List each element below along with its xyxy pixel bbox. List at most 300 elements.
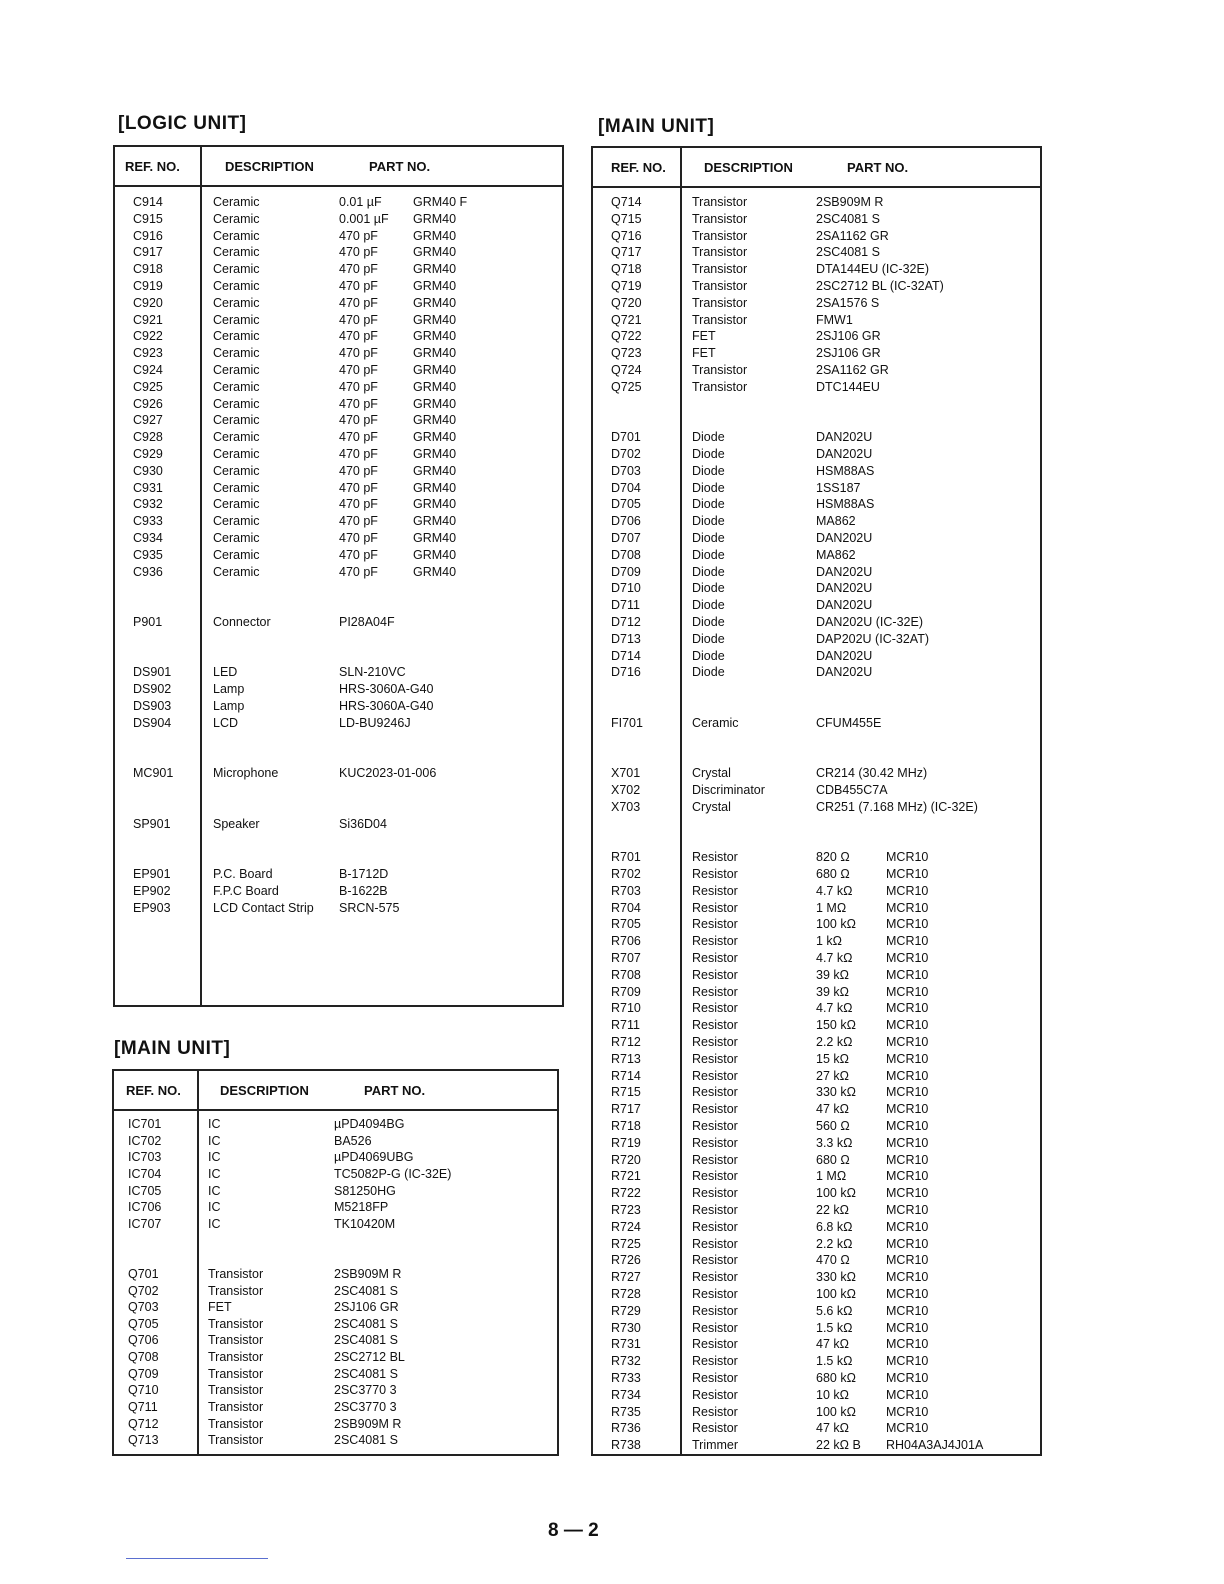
table-row [115, 211, 562, 228]
ref-no: R722 [611, 1186, 641, 1201]
ref-no: R711 [611, 1018, 640, 1033]
table-row [115, 345, 562, 362]
description: Resistor [692, 867, 738, 881]
description: Resistor [692, 951, 738, 965]
part-value: KUC2023-01-006 [339, 766, 437, 781]
ref-no: IC706 [128, 1200, 162, 1215]
part-value: 2SB909M R [334, 1416, 402, 1431]
part-no: GRM40 [413, 547, 457, 562]
table-row [593, 664, 1040, 681]
ref-no: R712 [611, 1035, 641, 1049]
part-no: GRM40 [413, 430, 457, 445]
part-value: 2SC4081 S [334, 1333, 398, 1348]
ref-no: R726 [611, 1253, 641, 1268]
table-row [115, 463, 562, 480]
description: Resistor [692, 1186, 738, 1201]
ref-no: SP901 [133, 816, 171, 831]
part-value: CFUM455E [816, 715, 882, 730]
table-row [114, 1299, 557, 1316]
part-value: 0.01 µF [339, 195, 382, 209]
description: Ceramic [692, 715, 739, 730]
table-row [114, 1432, 557, 1449]
part-value: S81250HG [334, 1183, 396, 1198]
part-value: 680 Ω [816, 867, 850, 881]
part-no: GRM40 [413, 295, 457, 310]
description: Transistor [692, 245, 748, 260]
description: IC [208, 1216, 221, 1231]
table-row [593, 631, 1040, 648]
ref-no: R728 [611, 1287, 641, 1301]
part-no: GRM40 [413, 279, 457, 293]
ref-no: C915 [133, 211, 163, 226]
part-value: 2SB909M R [816, 195, 884, 209]
ref-no: P901 [133, 615, 163, 629]
part-no: MCR10 [886, 1085, 929, 1100]
table-row [593, 379, 1040, 396]
part-value: 39 kΩ [816, 967, 849, 982]
ref-no: R714 [611, 1068, 641, 1083]
table-row [593, 228, 1040, 245]
table-row [114, 1349, 557, 1366]
part-value: 2SC4081 S [334, 1283, 398, 1298]
ref-no: C931 [133, 480, 163, 495]
description: Transistor [692, 211, 748, 226]
table-row [115, 362, 562, 379]
ref-no: D705 [611, 497, 641, 512]
table-row [114, 1416, 557, 1433]
description: Connector [213, 615, 271, 629]
ref-no: D706 [611, 514, 641, 529]
table-row [593, 849, 1040, 866]
part-value: 2SC4081 S [816, 245, 880, 260]
ref-no: Q705 [128, 1316, 159, 1331]
description: Diode [692, 598, 725, 613]
part-value: CR251 (7.168 MHz) (IC-32E) [816, 799, 978, 814]
table-row [115, 681, 562, 698]
description: Transistor [208, 1333, 264, 1348]
table-row [115, 261, 562, 278]
description: Resistor [692, 1337, 738, 1352]
ref-no: D702 [611, 447, 641, 461]
ref-no: C933 [133, 514, 163, 529]
table-row [593, 933, 1040, 950]
ref-no: R738 [611, 1438, 641, 1453]
table-row [114, 1399, 557, 1416]
part-value: 470 pF [339, 346, 378, 361]
part-value: 100 kΩ [816, 1404, 856, 1419]
part-value: B-1712D [339, 867, 389, 881]
ref-no: R707 [611, 951, 641, 965]
description: Ceramic [213, 396, 260, 411]
part-value: 10 kΩ [816, 1387, 849, 1402]
main-unit-right-table [591, 146, 1042, 1456]
table-row [114, 1382, 557, 1399]
ref-no: C929 [133, 447, 163, 461]
description: Transistor [692, 363, 748, 377]
ref-no: D714 [611, 648, 641, 663]
ref-no: D712 [611, 615, 641, 629]
part-no: GRM40 [413, 413, 457, 428]
ref-no: X702 [611, 783, 641, 797]
ref-no: C936 [133, 564, 163, 579]
part-value: HSM88AS [816, 463, 875, 478]
description: Resistor [692, 1152, 738, 1167]
description: Ceramic [213, 262, 260, 277]
header-description: DESCRIPTION [704, 160, 793, 175]
description: Diode [692, 665, 725, 680]
table-row [114, 1166, 557, 1183]
table-row [593, 1370, 1040, 1387]
table-row [593, 866, 1040, 883]
ref-no: R717 [611, 1102, 641, 1117]
ref-no: C919 [133, 279, 163, 293]
part-value: HRS-3060A-G40 [339, 699, 434, 713]
description: Diode [692, 564, 725, 579]
description: Ceramic [213, 312, 260, 327]
ref-no: R724 [611, 1219, 641, 1234]
ref-no: D701 [611, 430, 641, 445]
part-value: 2SB909M R [334, 1266, 402, 1281]
part-value: 2SC4081 S [334, 1433, 398, 1448]
part-value: 2.2 kΩ [816, 1035, 853, 1049]
description: F.P.C Board [213, 883, 279, 898]
ref-no: C934 [133, 531, 163, 545]
ref-no: R719 [611, 1135, 641, 1150]
description: Diode [692, 581, 725, 596]
part-value: 100 kΩ [816, 1186, 856, 1201]
part-no: MCR10 [886, 1219, 929, 1234]
table-row [593, 1236, 1040, 1253]
part-value: 470 pF [339, 514, 378, 529]
part-no: GRM40 [413, 497, 457, 512]
description: Ceramic [213, 413, 260, 428]
description: FET [692, 346, 716, 361]
part-value: Si36D04 [339, 816, 387, 831]
ref-no: D708 [611, 547, 641, 562]
description: Transistor [692, 379, 748, 394]
table-row [593, 244, 1040, 261]
part-no: MCR10 [886, 1421, 929, 1436]
description: Transistor [208, 1383, 264, 1398]
description: Diode [692, 447, 725, 461]
ref-no: C920 [133, 295, 163, 310]
part-value: 27 kΩ [816, 1068, 849, 1083]
description: Diode [692, 514, 725, 529]
description: Ceramic [213, 430, 260, 445]
description: IC [208, 1166, 221, 1181]
table-row [115, 765, 562, 782]
part-no: MCR10 [886, 1404, 929, 1419]
table-row [115, 530, 562, 547]
part-value: 470 Ω [816, 1253, 850, 1268]
part-value: 15 kΩ [816, 1051, 849, 1066]
part-value: DTA144EU (IC-32E) [816, 262, 929, 277]
ref-no: Q703 [128, 1300, 159, 1315]
table-row [593, 1051, 1040, 1068]
header-part: PART NO. [847, 160, 909, 175]
ref-no: Q715 [611, 211, 642, 226]
part-value: 820 Ω [816, 850, 850, 865]
table-row [593, 1353, 1040, 1370]
table-row [115, 228, 562, 245]
table-row [593, 463, 1040, 480]
part-value: 3.3 kΩ [816, 1135, 853, 1150]
part-value: 4.7 kΩ [816, 1001, 853, 1016]
part-value: µPD4069UBG [334, 1150, 414, 1165]
table-row [593, 1320, 1040, 1337]
part-value: 1SS187 [816, 480, 861, 495]
description: Transistor [208, 1400, 264, 1415]
part-value: 2SA1162 GR [816, 228, 889, 243]
table-row [114, 1316, 557, 1333]
description: Resistor [692, 1051, 738, 1066]
table-row [593, 1336, 1040, 1353]
part-value: 2SA1162 GR [816, 363, 889, 377]
part-value: 470 pF [339, 363, 378, 377]
table-row [593, 1168, 1040, 1185]
part-value: 680 kΩ [816, 1371, 856, 1385]
description: Transistor [692, 195, 748, 209]
table-row [114, 1116, 557, 1133]
part-no: MCR10 [886, 1236, 929, 1251]
part-value: 150 kΩ [816, 1018, 856, 1033]
part-no: MCR10 [886, 951, 929, 965]
ref-no: IC701 [128, 1117, 162, 1131]
description: FET [208, 1300, 232, 1315]
description: Ceramic [213, 329, 260, 344]
table-row [115, 379, 562, 396]
description: Transistor [208, 1350, 264, 1365]
part-value: 2SC4081 S [334, 1366, 398, 1381]
table-row [593, 295, 1040, 312]
ref-no: C925 [133, 379, 163, 394]
ref-no: Q714 [611, 195, 642, 209]
ref-no: C932 [133, 497, 163, 512]
table-row [114, 1199, 557, 1216]
table-row [115, 564, 562, 581]
part-no: MCR10 [886, 1051, 929, 1066]
table-row [593, 1219, 1040, 1236]
description: LCD Contact Strip [213, 900, 314, 915]
part-no: MCR10 [886, 1152, 929, 1167]
ref-no: C923 [133, 346, 163, 361]
part-value: DAN202U (IC-32E) [816, 615, 923, 629]
part-no: GRM40 [413, 312, 457, 327]
description: Ceramic [213, 245, 260, 260]
table-row [593, 1303, 1040, 1320]
part-value: PI28A04F [339, 615, 395, 629]
ref-no: C935 [133, 547, 163, 562]
ref-no: R710 [611, 1001, 641, 1016]
part-value: SLN-210VC [339, 665, 406, 680]
part-value: 100 kΩ [816, 917, 856, 932]
part-value: DAN202U [816, 531, 873, 545]
part-value: DAN202U [816, 581, 873, 596]
description: IC [208, 1117, 221, 1131]
ref-no: R720 [611, 1152, 641, 1167]
part-no: GRM40 [413, 564, 457, 579]
part-value: 680 Ω [816, 1152, 850, 1167]
description: Resistor [692, 1085, 738, 1100]
description: Resistor [692, 1135, 738, 1150]
ref-no: C926 [133, 396, 163, 411]
ref-no: Q702 [128, 1283, 159, 1298]
table-row [593, 782, 1040, 799]
ref-no: IC704 [128, 1166, 162, 1181]
part-value: MA862 [816, 547, 856, 562]
description: Resistor [692, 900, 738, 915]
description: Resistor [692, 967, 738, 982]
description: Resistor [692, 850, 738, 865]
part-value: DAN202U [816, 447, 873, 461]
part-no: GRM40 [413, 396, 457, 411]
table-row [115, 614, 562, 631]
ref-no: Q713 [128, 1433, 159, 1448]
description: Resistor [692, 1203, 738, 1217]
description: Resistor [692, 1068, 738, 1083]
header-ref: REF. NO. [125, 159, 180, 174]
part-value: 2SJ106 GR [816, 329, 881, 344]
part-value: 330 kΩ [816, 1270, 856, 1285]
part-value: 470 pF [339, 295, 378, 310]
part-no: MCR10 [886, 1068, 929, 1083]
part-no: MCR10 [886, 1186, 929, 1201]
ref-no: Q725 [611, 379, 642, 394]
part-value: 470 pF [339, 329, 378, 344]
part-value: 2SC3770 3 [334, 1383, 397, 1398]
part-value: 470 pF [339, 430, 378, 445]
table-row [593, 765, 1040, 782]
table-row [593, 547, 1040, 564]
part-no: MCR10 [886, 1169, 929, 1184]
description: Microphone [213, 766, 279, 781]
ref-no: R725 [611, 1236, 641, 1251]
description: Ceramic [213, 228, 260, 243]
part-value: 2SC4081 S [334, 1316, 398, 1331]
table-row [114, 1266, 557, 1283]
part-no: MCR10 [886, 900, 929, 915]
table-row [593, 530, 1040, 547]
table-row [115, 446, 562, 463]
description: P.C. Board [213, 867, 273, 881]
ref-no: Q711 [128, 1400, 158, 1415]
ref-no: C916 [133, 228, 163, 243]
ref-no: R705 [611, 917, 641, 932]
table-row [115, 698, 562, 715]
ref-no: Q706 [128, 1333, 159, 1348]
table-row [593, 362, 1040, 379]
table-row [114, 1332, 557, 1349]
part-value: DAN202U [816, 430, 873, 445]
page-number: 8 — 2 [548, 1520, 599, 1541]
ref-no: C921 [133, 312, 163, 327]
table-row [593, 883, 1040, 900]
part-no: GRM40 [413, 245, 457, 260]
ref-no: EP902 [133, 883, 171, 898]
description: Resistor [692, 1303, 738, 1318]
part-value: CR214 (30.42 MHz) [816, 766, 928, 781]
part-no: GRM40 [413, 514, 457, 529]
description: Resistor [692, 1018, 738, 1033]
table-row [593, 480, 1040, 497]
main-unit-left-table [112, 1069, 559, 1456]
ref-no: C918 [133, 262, 163, 277]
table-row [593, 1000, 1040, 1017]
part-no: MCR10 [886, 1387, 929, 1402]
part-value: 470 pF [339, 379, 378, 394]
table-row [115, 278, 562, 295]
description: Resistor [692, 1001, 738, 1016]
part-value: 47 kΩ [816, 1102, 849, 1117]
table-row [593, 1387, 1040, 1404]
ref-no: DS904 [133, 715, 172, 730]
part-no: GRM40 [413, 463, 457, 478]
ref-no: MC901 [133, 766, 174, 781]
table-row [115, 715, 562, 732]
part-value: 470 pF [339, 262, 378, 277]
part-value: 22 kΩ B [816, 1438, 861, 1453]
description: Transistor [208, 1316, 264, 1331]
description: Diode [692, 547, 725, 562]
table-row [115, 312, 562, 329]
ref-no: Q717 [611, 245, 642, 260]
description: Resistor [692, 883, 738, 898]
ref-no: D716 [611, 665, 641, 680]
ref-no: R723 [611, 1203, 641, 1217]
description: Transistor [692, 312, 748, 327]
ref-no: D713 [611, 631, 641, 646]
table-row [115, 412, 562, 429]
table-row [593, 799, 1040, 816]
ref-no: FI701 [611, 715, 643, 730]
table-row [593, 984, 1040, 1001]
description: Ceramic [213, 447, 260, 461]
ref-no: R708 [611, 967, 641, 982]
description: Resistor [692, 984, 738, 999]
ref-no: R702 [611, 867, 641, 881]
table-row [593, 1034, 1040, 1051]
part-value: 470 pF [339, 564, 378, 579]
part-value: 2SC4081 S [816, 211, 880, 226]
part-no: GRM40 [413, 363, 457, 377]
table-row [593, 345, 1040, 362]
part-value: 2SJ106 GR [816, 346, 881, 361]
table-row [593, 648, 1040, 665]
part-value: DAN202U [816, 648, 873, 663]
table-row [593, 446, 1040, 463]
description: Diode [692, 631, 725, 646]
table-row [593, 564, 1040, 581]
part-value: 470 pF [339, 245, 378, 260]
part-value: DAN202U [816, 665, 873, 680]
description: IC [208, 1183, 221, 1198]
table-row [593, 614, 1040, 631]
table-row [115, 883, 562, 900]
ref-no: Q724 [611, 363, 642, 377]
description: Transistor [208, 1416, 264, 1431]
ref-no: R733 [611, 1371, 641, 1385]
description: Resistor [692, 1421, 738, 1436]
description: Diode [692, 480, 725, 495]
description: Ceramic [213, 480, 260, 495]
part-no: GRM40 [413, 379, 457, 394]
part-value: 560 Ω [816, 1119, 850, 1133]
ref-no: R713 [611, 1051, 641, 1066]
table-row [114, 1283, 557, 1300]
ref-no: C927 [133, 413, 163, 428]
description: IC [208, 1200, 221, 1215]
part-value: 470 pF [339, 279, 378, 293]
